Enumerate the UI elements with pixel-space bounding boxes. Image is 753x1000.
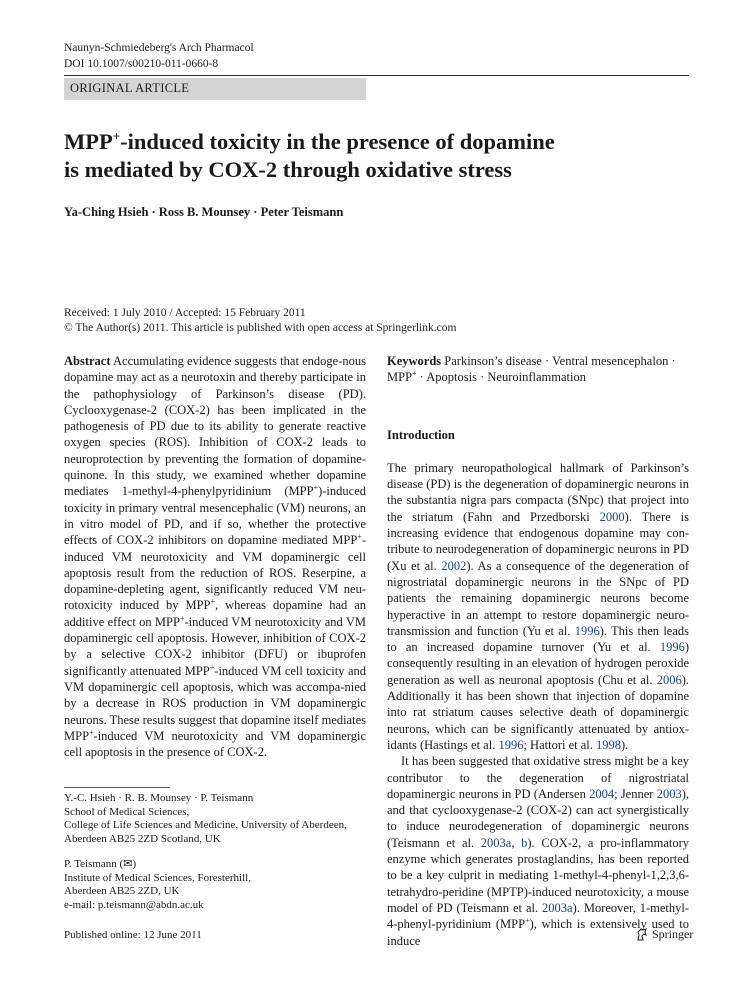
- citation-link[interactable]: 2006: [656, 672, 682, 687]
- citation-link[interactable]: 2004: [589, 786, 615, 801]
- footnote-rule: [64, 787, 170, 788]
- springer-horse-icon: [636, 928, 648, 941]
- section-label: ORIGINAL ARTICLE: [70, 81, 190, 95]
- header-rule: [64, 75, 689, 76]
- received-accepted: Received: 1 July 2010 / Accepted: 15 February 2011: [64, 307, 306, 319]
- article-dates: [64, 306, 456, 336]
- author-list: Ya-Ching Hsieh · Ross B. Mounsey · Peter Teismann: [64, 205, 344, 219]
- doi: DOI 10.1007/s00210-011-0660-8: [64, 58, 219, 70]
- affiliations: Y.-C. Hsieh · R. B. Mounsey · P. Teismann School of Medical Sciences, College of Life Sciences and Medicine, University of Aberdeen, Aberdeen AB25 2ZD Scotland, UK P. Teismann (✉) Institute of Medical Sciences, Foresterhill, Aberdeen AB25 2ZD, UK e-mail: p.teismann@abdn.ac.uk: [64, 792, 364, 913]
- citation-link[interactable]: 1998: [596, 737, 621, 752]
- body-column: [387, 353, 689, 949]
- citation-link[interactable]: b: [521, 835, 528, 850]
- article-title: MPP+-induced toxicity in the presence of dopamine is mediated by COX-2 through oxidative stress: [64, 128, 555, 182]
- citation-link[interactable]: 2003a: [480, 835, 512, 850]
- introduction-paragraph-2: It has been suggested that oxidative stress might be a key contributor to the degeneration of nigrostriatal dopaminergic neurons in PD (Andersen 2004; Jenner 2003), and that cyclooxygenase-2 (COX-2) can act synergistically to induce neurodegeneration of dopaminergic neurons (Teismann et al. 2003a, b). COX-2, a pro-inflammatory enzyme which generates prostaglandins, has been reported to be a key culprit in mediating 1-methyl-4-phenyl-1,2,3,6-tetrahydro-peridine (MPTP)-induced neurotoxicity, a mouse model of PD (Teismann et al. 2003a). Moreover, 1-methyl-4-phenyl-pyridinium (MPP+), which is extensively used to induce: [387, 754, 690, 948]
- section-band: [64, 78, 366, 100]
- publisher-name: Springer: [652, 927, 694, 941]
- corresponding-author: P. Teismann (✉): [64, 857, 137, 870]
- citation-link[interactable]: 2000: [599, 509, 625, 524]
- keywords-label: Keywords: [387, 354, 442, 368]
- affiliation-authors: Y.-C. Hsieh · R. B. Mounsey · P. Teismann: [64, 792, 254, 804]
- abstract: Abstract Accumulating evidence suggests that endoge-nous dopamine may act as a neurotoxin and thereby participate in the pathophysiology of Parkinson’s disease (PD). Cyclooxygenase-2 (COX-2) has been implicated in the pathogenesis of PD due to its ability to generate reactive oxygen species (ROS). Inhibition of COX-2 leads to neuroprotection by preventing the formation of dopamine-quinone. In this study, we examined whether dopamine mediates 1-methyl-4-phenylpyridinium (MPP+)-induced toxicity in primary ventral mesencephalic (VM) neurons, an in vitro model of PD, and if so, whether the protective effects of COX-2 inhibitors on dopamine mediated MPP+-induced VM neurotoxicity and VM dopaminergic cell apoptosis result from the reduction of ROS. Reserpine, a dopamine-depleting agent, significantly reduced VM neu-rotoxicity induced by MPP+, whereas dopamine had an additive effect on MPP+-induced VM neurotoxicity and VM dopaminergic cell apoptosis. However, inhibition of COX-2 by a selective COX-2 inhibitor (DFU) or ibuprofen significantly attenuated MPP+-induced VM cell toxicity and VM dopaminergic cell apoptosis, which was accompa-nied by a decrease in ROS production in VM dopaminergic neurons. These results suggest that dopamine itself mediates MPP+-induced VM neurotoxicity and VM dopaminergic cell apoptosis in the presence of COX-2.: [64, 354, 366, 760]
- citation-link[interactable]: 2002: [441, 558, 467, 573]
- citation-link[interactable]: 1996: [659, 640, 685, 655]
- citation-link[interactable]: 2003a: [542, 900, 573, 915]
- introduction-heading: Introduction: [387, 427, 455, 442]
- citation-link[interactable]: 1996: [498, 737, 524, 752]
- citation-link[interactable]: 1996: [574, 623, 600, 638]
- abstract-label: Abstract: [64, 354, 111, 368]
- journal-header: [64, 40, 254, 72]
- open-access-notice: © The Author(s) 2011. This article is published with open access at Springerlink.com: [64, 322, 457, 334]
- abstract-column: [64, 353, 366, 760]
- citation-link[interactable]: 2003: [656, 786, 682, 801]
- keywords: Keywords Parkinson’s disease · Ventral mesencephalon · MPP+ · Apoptosis · Neuroinflammation: [387, 354, 676, 385]
- publisher-logo: [636, 927, 693, 942]
- published-online: Published online: 12 June 2011: [64, 929, 202, 941]
- introduction-paragraph-1: The primary neuropathological hallmark of Parkinson’s disease (PD) is the degeneration of dopaminergic neurons in the substantia nigra pars compacta (SNpc) that project into the striatum (Fahn and Przedborski 2000). There is increasing evidence that endogenous dopamine may con-tribute to neurodegeneration of dopaminergic neurons in PD (Xu et al. 2002). As a consequence of the degeneration of nigrostriatal dopaminergic neurons in the SNpc of PD patients the remaining dopaminergic neurons become hyperactive in an attempt to restore dopaminergic neuro-transmission and function (Yu et al. 1996). This then leads to an increased dopamine turnover (Yu et al. 1996) consequently resulting in an elevation of hydrogen peroxide generation as well as neuronal apoptosis (Chu et al. 2006). Additionally it has been shown that injection of dopamine into rat striatum causes selective death of dopaminergic neurons, which can be significantly attenuated by antiox-idants (Hastings et al. 1996; Hattori et al. 1998).: [387, 460, 690, 752]
- corresponding-email[interactable]: e-mail: p.teismann@abdn.ac.uk: [64, 898, 204, 911]
- journal-name: Naunyn-Schmiedeberg's Arch Pharmacol: [64, 42, 254, 54]
